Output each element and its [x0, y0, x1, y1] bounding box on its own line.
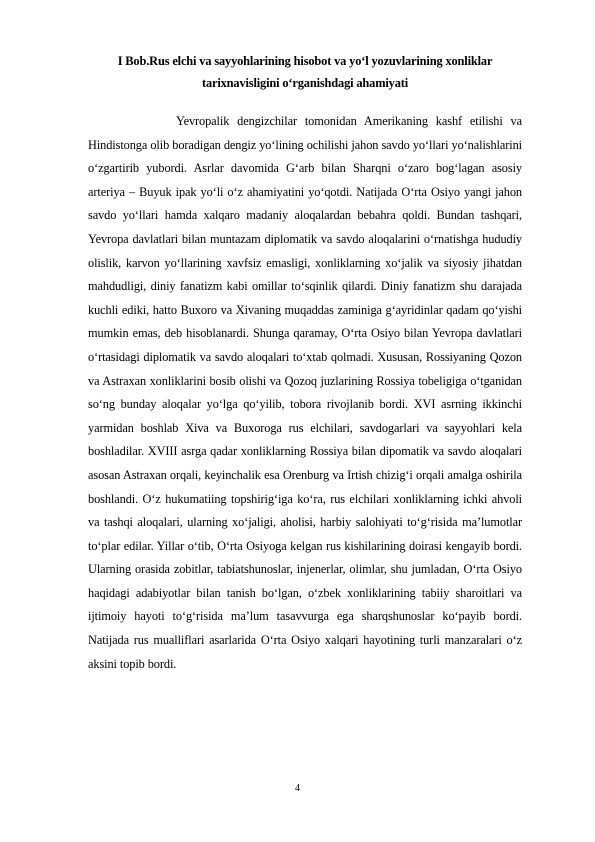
body-paragraph: Yevropalik dengizchilar tomonidan Amerikaning kashf etilishi va Hindistonga olib boradigan dengiz yo‘lining ochilishi jahon savdo yo‘llari yo‘nalishlarini o‘zgartirib yubordi. Asrlar davomida G‘arb bilan Sharqni o‘zaro bog‘lagan asosiy arteriya – Buyuk ipak yo‘li o‘z ahamiyatini yo‘qotdi. Natijada O‘rta Osiyo yangi jahon savdo yo‘llari hamda xalqaro madaniy aloqalardan bebahra qoldi. Bundan tashqari, Yevropa davlatlari bilan muntazam diplomatik va savdo aloqalarini o‘rnatishga hududiy olislik, karvon yo‘llarining xavfsiz emasligi, xonliklarning xo‘jalik va siyosiy jihatdan mahdudligi, diniy fanatizm kabi omillar to‘sqinlik qilardi. Diniy fanatizm shu darajada kuchli ediki, hatto Buxoro va Xivaning muqaddas zaminiga g‘ayridinlar qadam qo‘yishi mumkin emas, deb hisoblanardi. Shunga qaramay, O‘rta Osiyo bilan Yevropa davlatlari o‘rtasidagi diplomatik va savdo aloqalari to‘xtab qolmadi. Xususan, Rossiyaning Qozon va Astraxan xonliklarini bosib olishi va Qozoq juzlarining Rossiya tobeligiga o‘tganidan so‘ng bunday aloqalar yo‘lga qo‘yilib, tobora rivojlanib bordi. XVI asrning ikkinchi yarmidan boshlab Xiva va Buxoroga rus elchilari, savdogarlari va sayyohlari kela boshladilar. XVIII asrga qadar xonliklarning Rossiya bilan dipomatik va savdo aloqalari asosan Astraxan orqali, keyinchalik esa Orenburg va Irtish chizig‘i orqali amalga oshirila boshlandi. O‘z hukumatiing topshirig‘iga ko‘ra, rus elchilari xonliklarning ichki ahvoli va tashqi aloqalari, ularning xo‘jaligi, aholisi, harbiy salohiyati to‘g‘risida ma’lumotlar to‘plar edilar. Yillar o‘tib, O‘rta Osiyoga kelgan rus kishilarining doirasi kengayib bordi. Ularning orasida zobitlar, tabiatshunoslar, injenerlar, olimlar, shu jumladan, O‘rta Osiyo haqidagi adabiyotlar bilan tanish bo‘lgan, o‘zbek xonliklarining tabiiy sharoitlari va ijtimoiy hayoti to‘g‘risida ma’lum tasavvurga ega sharqshunoslar ko‘payib bordi. Natijada rus mualliflari asarlarida O‘rta Osiyo xalqari hayotining turli manzaralari o‘z aksini topib bordi. — [88, 114, 522, 671]
page-number: 4 — [295, 783, 300, 794]
chapter-heading: I Bob.Rus elchi va sayyohlarining hisobot va yo‘l yozuvlarining xonliklar tarixnavisligini o‘rganishdagi ahamiyati — [117, 54, 493, 90]
